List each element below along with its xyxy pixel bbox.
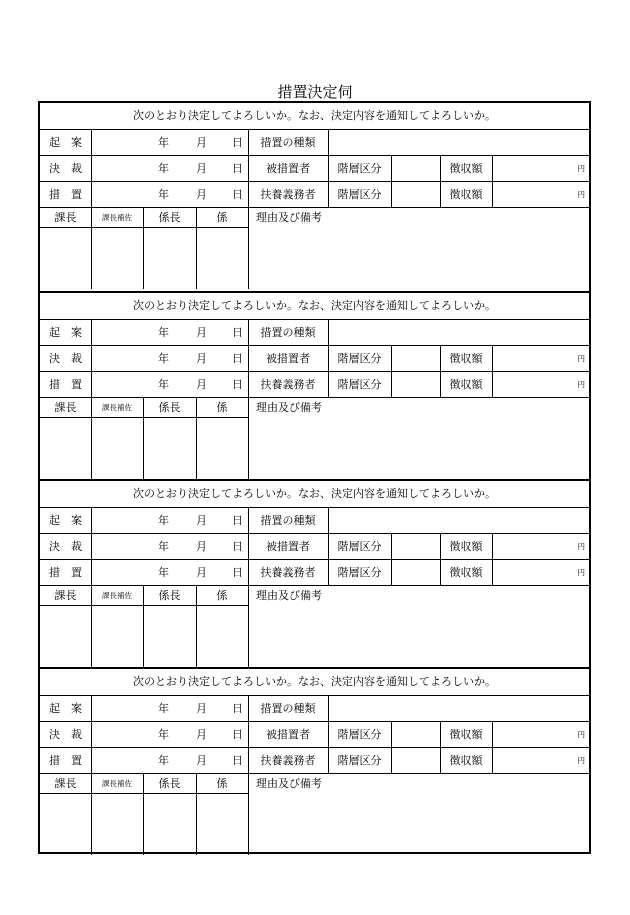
label-riyu-biko: 理由及び備考 [256, 777, 322, 790]
label-kakari: 係 [216, 211, 228, 224]
label-choshu-gaku: 徴収額 [449, 378, 483, 391]
sochi-shurui-field[interactable] [329, 696, 589, 721]
col-divider [248, 695, 249, 855]
label-month: 月 [196, 326, 207, 339]
label-kacho: 課長 [54, 401, 77, 414]
label-day: 日 [232, 188, 243, 201]
label-day: 日 [232, 754, 243, 767]
decision-block [40, 291, 589, 479]
col-divider [91, 695, 92, 773]
decision-block [40, 667, 589, 854]
label-day: 日 [232, 514, 243, 527]
label-sochi-shurui: 措置の種類 [260, 514, 316, 527]
label-month: 月 [196, 702, 207, 715]
label-day: 日 [232, 540, 243, 553]
label-sochi: 措 置 [49, 566, 82, 579]
label-yen: 円 [577, 730, 585, 739]
label-riyu-biko: 理由及び備考 [256, 401, 322, 414]
label-sochi: 措 置 [49, 378, 82, 391]
label-month: 月 [196, 566, 207, 579]
label-fuyo-gimusha: 扶養義務者 [260, 754, 316, 767]
label-kian: 起 案 [49, 136, 82, 149]
label-day: 日 [232, 326, 243, 339]
label-riyu-biko: 理由及び備考 [256, 211, 322, 224]
label-month: 月 [196, 162, 207, 175]
label-yen: 円 [577, 164, 585, 173]
instruction-text: 次のとおり決定してよろしいか。なお、決定内容を通知してよろしいか。 [133, 675, 496, 688]
col-divider [391, 721, 392, 773]
label-year: 年 [158, 188, 169, 201]
seal-header-divider [40, 417, 248, 418]
sochi-shurui-field[interactable] [329, 130, 589, 155]
label-day: 日 [232, 702, 243, 715]
label-day: 日 [232, 352, 243, 365]
label-sochi-shurui: 措置の種類 [260, 136, 316, 149]
row-divider [40, 721, 589, 722]
label-kian: 起 案 [49, 326, 82, 339]
label-kessai: 決 裁 [49, 162, 82, 175]
label-kaiso-kubun: 階層区分 [337, 540, 382, 553]
label-yen: 円 [577, 756, 585, 765]
label-kacho: 課長 [54, 777, 77, 790]
instruction-text: 次のとおり決定してよろしいか。なお、決定内容を通知してよろしいか。 [133, 109, 496, 122]
col-divider [391, 155, 392, 207]
label-choshu-gaku: 徴収額 [449, 754, 483, 767]
label-day: 日 [232, 378, 243, 391]
label-kacho-hosa: 課長補佐 [102, 779, 132, 788]
label-month: 月 [196, 754, 207, 767]
label-riyu-biko: 理由及び備考 [256, 589, 322, 602]
label-year: 年 [158, 136, 169, 149]
label-kaiso-kubun: 階層区分 [337, 566, 382, 579]
label-year: 年 [158, 514, 169, 527]
label-choshu-gaku: 徴収額 [449, 162, 483, 175]
col-divider [391, 345, 392, 397]
label-kacho: 課長 [54, 211, 77, 224]
row-divider [40, 773, 589, 774]
label-kessai: 決 裁 [49, 352, 82, 365]
label-kessai: 決 裁 [49, 540, 82, 553]
label-kakaricho: 係長 [158, 777, 181, 790]
col-divider [91, 507, 92, 585]
label-month: 月 [196, 352, 207, 365]
label-kaiso-kubun: 階層区分 [337, 352, 382, 365]
label-choshu-gaku: 徴収額 [449, 188, 483, 201]
seal-header-divider [40, 793, 248, 794]
label-kaiso-kubun: 階層区分 [337, 188, 382, 201]
label-sochi-shurui: 措置の種類 [260, 326, 316, 339]
label-month: 月 [196, 136, 207, 149]
label-month: 月 [196, 728, 207, 741]
label-kakari: 係 [216, 777, 228, 790]
row-divider [40, 207, 589, 208]
label-yen: 円 [577, 542, 585, 551]
label-hi-sochi-sha: 被措置者 [266, 728, 310, 741]
label-kaiso-kubun: 階層区分 [337, 378, 382, 391]
row-divider [40, 559, 589, 560]
label-choshu-gaku: 徴収額 [449, 728, 483, 741]
label-month: 月 [196, 540, 207, 553]
label-choshu-gaku: 徴収額 [449, 540, 483, 553]
label-kacho-hosa: 課長補佐 [102, 213, 132, 222]
label-hi-sochi-sha: 被措置者 [266, 540, 310, 553]
row-divider [40, 181, 589, 182]
label-choshu-gaku: 徴収額 [449, 566, 483, 579]
label-year: 年 [158, 702, 169, 715]
row-divider [40, 397, 589, 398]
instruction-text: 次のとおり決定してよろしいか。なお、決定内容を通知してよろしいか。 [133, 487, 496, 500]
row-divider [40, 585, 589, 586]
label-fuyo-gimusha: 扶養義務者 [260, 566, 316, 579]
row-divider [40, 533, 589, 534]
page-title: 措置決定伺 [277, 83, 353, 101]
label-year: 年 [158, 540, 169, 553]
label-fuyo-gimusha: 扶養義務者 [260, 378, 316, 391]
label-year: 年 [158, 566, 169, 579]
row-divider [40, 345, 589, 346]
row-divider [40, 155, 589, 156]
row-divider [40, 371, 589, 372]
col-divider [91, 129, 92, 207]
decision-block [40, 479, 589, 667]
label-year: 年 [158, 326, 169, 339]
label-kacho-hosa: 課長補佐 [102, 591, 132, 600]
label-yen: 円 [577, 354, 585, 363]
col-divider [248, 319, 249, 479]
label-kian: 起 案 [49, 702, 82, 715]
decision-block [40, 103, 589, 289]
instruction-text: 次のとおり決定してよろしいか。なお、決定内容を通知してよろしいか。 [133, 299, 496, 312]
label-month: 月 [196, 514, 207, 527]
seal-header-divider [40, 605, 248, 606]
label-sochi: 措 置 [49, 188, 82, 201]
label-sochi: 措 置 [49, 754, 82, 767]
label-day: 日 [232, 162, 243, 175]
seal-header-divider [40, 227, 248, 228]
label-hi-sochi-sha: 被措置者 [266, 162, 310, 175]
label-kacho: 課長 [54, 589, 77, 602]
label-yen: 円 [577, 380, 585, 389]
label-year: 年 [158, 754, 169, 767]
label-day: 日 [232, 136, 243, 149]
label-year: 年 [158, 162, 169, 175]
label-year: 年 [158, 378, 169, 391]
label-year: 年 [158, 352, 169, 365]
label-choshu-gaku: 徴収額 [449, 352, 483, 365]
label-kaiso-kubun: 階層区分 [337, 728, 382, 741]
label-kaiso-kubun: 階層区分 [337, 162, 382, 175]
col-divider [248, 507, 249, 667]
label-kakari: 係 [216, 401, 228, 414]
label-year: 年 [158, 728, 169, 741]
label-kian: 起 案 [49, 514, 82, 527]
label-kakaricho: 係長 [158, 211, 181, 224]
row-divider [40, 747, 589, 748]
label-day: 日 [232, 728, 243, 741]
label-kakaricho: 係長 [158, 589, 181, 602]
label-hi-sochi-sha: 被措置者 [266, 352, 310, 365]
col-divider [391, 533, 392, 585]
label-yen: 円 [577, 190, 585, 199]
label-month: 月 [196, 188, 207, 201]
label-kacho-hosa: 課長補佐 [102, 403, 132, 412]
label-kakari: 係 [216, 589, 228, 602]
label-yen: 円 [577, 568, 585, 577]
col-divider [91, 319, 92, 397]
col-divider [248, 129, 249, 289]
label-month: 月 [196, 378, 207, 391]
label-kakaricho: 係長 [158, 401, 181, 414]
label-kaiso-kubun: 階層区分 [337, 754, 382, 767]
sochi-shurui-field[interactable] [329, 320, 589, 345]
label-day: 日 [232, 566, 243, 579]
label-sochi-shurui: 措置の種類 [260, 702, 316, 715]
label-fuyo-gimusha: 扶養義務者 [260, 188, 316, 201]
sochi-shurui-field[interactable] [329, 508, 589, 533]
form-sheet [38, 101, 591, 854]
label-kessai: 決 裁 [49, 728, 82, 741]
